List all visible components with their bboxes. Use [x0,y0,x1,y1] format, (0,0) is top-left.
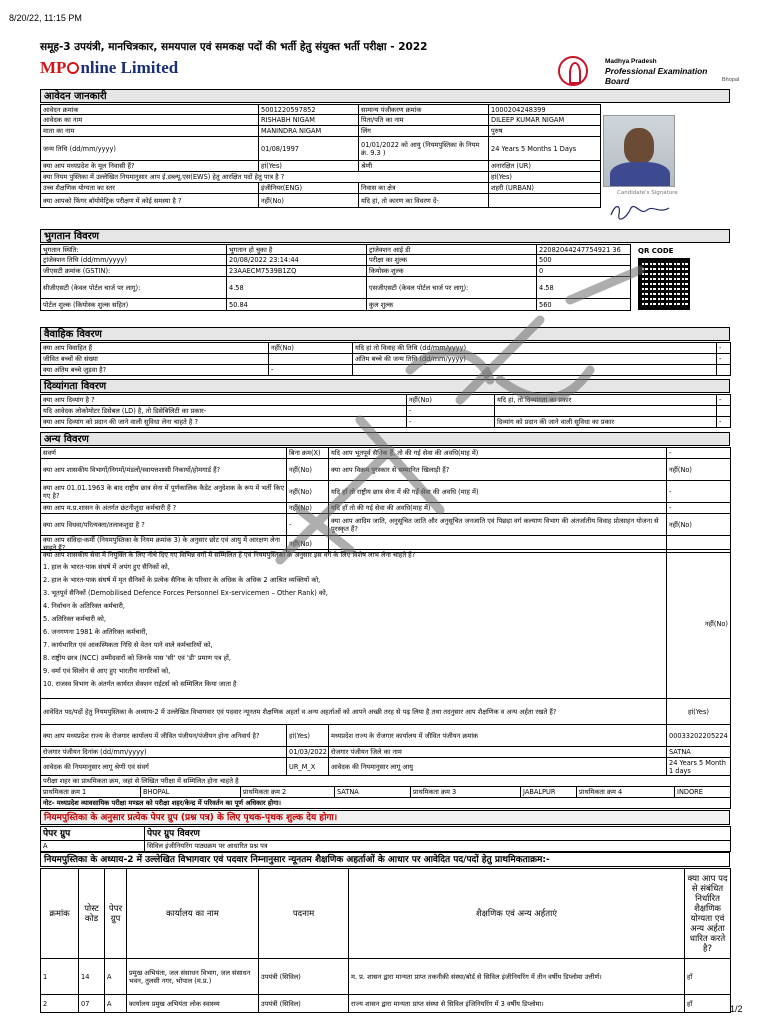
eligibility-question: आवेदित पद/पदों हेतु नियमपुस्तिका के अध्याय-2 में उल्लेखित विभागवार एवं पदवार न्यूनतम शैक्षणिक अहर्ता व अन्य अहर्ताओं को आपने अच्छी तरह से पढ़ लिया है तथा तदनुसार आप शैक्षणिक व अन्य अर्हता रखते हैं? [41,699,667,725]
table-cell [489,194,601,208]
table-cell: श्रेणी [359,161,489,172]
application-row [41,105,601,115]
table-cell: - [287,514,329,536]
table-cell: 1000204248399 [489,105,601,115]
paper-header-group: पेपर ग्रुप [41,827,145,841]
marital-row [41,354,731,365]
table-cell: क्या आप विधवा/परित्यक्ता/तलाकशुदा है ? [41,514,287,536]
logo-rest: nline Limited [80,58,179,77]
table-cell: क्या आप 01.01.1963 के बाद राष्ट्रीय छात्र सेना में पूर्णकालिक कैडेट अनुदेशक के रूप में भर्ती किए गए है? [41,481,287,503]
table-cell: हाँ [685,959,731,995]
table-cell: सीजीएसटी (केवल पोर्टल चार्ज पर लागू): [41,277,227,299]
paper-group-value: A [41,841,145,852]
table-cell: अनारक्षित (UR) [489,161,601,172]
table-cell: - [667,481,731,503]
city-cell: प्राथमिकता क्रम 3 [411,787,521,798]
priority-row [41,959,731,995]
table-cell: नहीं(No) [259,194,359,208]
table-cell: रोजगार पंजीयन जिले का नाम [329,747,667,758]
table-cell: 24 Years 5 Months 1 Days [489,137,601,161]
priority-header-row [41,869,731,959]
table-cell: सवर्ण [41,448,287,459]
table-cell: नहीं(No) [407,395,495,406]
exservice-item: 10. राजस्व विभाग के अंतर्गत कार्यरत सेक्शन राईटर्स को सम्मिलित किया जाता है [43,680,237,688]
city-cell: प्राथमिकता क्रम 2 [241,787,335,798]
table-cell: 4.58 [227,277,367,299]
table-cell: अंतिम बच्चे की जन्म तिथि (dd/mm/yyyy) [353,354,717,365]
city-title: परीक्षा शहर का प्राथमिकता क्रम, जहां से लिखित परीक्षा में सम्मिलित होना चाहते है [41,776,731,787]
application-table [40,104,601,208]
table-cell: 1 [41,959,79,995]
mponline-logo [40,58,178,78]
payment-row [41,299,631,311]
exservice-item: 7. कार्यभारित एवं आकस्मिकता निधि से वेतन पाने वाले कर्मचारियों को, [43,641,213,649]
application-row [41,126,601,137]
table-cell: DILEEP KUMAR NIGAM [489,115,601,126]
other-row [41,503,731,514]
table-cell: क्या आप दिव्यांग को प्रदान की जाने वाली सुविधा लेना चाहते है ? [41,417,407,428]
table-cell: यदि आवेदक लोकोमोटर डिसेबल (LD) है, तो डिसेबिलिटी का प्रकार- [41,406,407,417]
table-cell: - [407,417,495,428]
priority-header: पेपर ग्रुप [105,869,127,959]
city-cell: SATNA [335,787,411,798]
table-cell: यदि हाँ तो की गई सेवा की अवधि(माह में) [329,503,667,514]
city-note: नोट- मध्यप्रदेश व्यावसायिक परीक्षा मण्डल को परीक्षा शहर/केन्द्र में परिवर्तन का पूर्ण अधिकार होगा। [41,798,731,809]
other-table [40,447,731,553]
table-cell: सामान्य पंजीकरण क्रमांक [359,105,489,115]
paper-group-table [40,826,731,852]
table-cell: जीएसटी क्रमांक (GSTIN): [41,266,227,277]
table-cell: - [717,417,731,428]
exservice-item: 8. राष्ट्रीय छात्र (NCC) उम्मीदवारों को जिनके पास 'सी' एवं 'डी' प्रमाण पत्र हों, [43,654,231,662]
table-cell: यदि आप भूतपूर्व सैनिक हैं, तो की गई सेवा की अवधि(माह में) [329,448,667,459]
exservice-item: 4. निर्वाचन के अतिरिक्त कर्मचारी, [43,602,125,610]
table-cell: पोर्टल शुल्क (कियोस्क शुल्क सहित) [41,299,227,311]
table-cell: क्या आप दिव्यांग है ? [41,395,407,406]
application-row [41,172,601,183]
application-row [41,161,601,172]
priority-table [40,868,731,1013]
table-cell: क्या आप मध्यप्रदेश राज्य के रोजगार कार्यालय में जीवित पंजीयन/पंजीयन होना अनिवार्य है? [41,725,287,747]
print-timestamp: 8/20/22, 11:15 PM [9,13,82,23]
table-cell: RISHABH NIGAM [259,115,359,126]
paper-notice: नियमपुस्तिका के अनुसार प्रत्येक पेपर ग्रुप (प्रश्न पत्र) के लिए पृथक-पृथक शुल्क देय होगा। [40,810,730,825]
table-cell: जीवित बच्चों की संख्या [41,354,269,365]
table-cell: क्या आप विक्रम पुरस्कार से सम्मानित खिलाड़ी हैं? [329,459,667,481]
table-cell: 22082044247754921 36 [537,245,631,255]
priority-header: क्रमांक [41,869,79,959]
table-cell: UR_M_X [287,758,329,776]
candidate-signature-icon [607,200,673,222]
table-cell: - [269,365,353,376]
table-cell: क्या आप विवाहित हैं [41,343,269,354]
table-cell: - [667,448,731,459]
table-cell: प्रमुख अभियंता, जल संसाधन विभाग, जल संसाधन भवन, तुलसी नगर, भोपाल (म.प्र.) [127,959,259,995]
table-cell: यदि हां, तो दिव्यांगता का प्रकार [495,395,717,406]
table-cell: 24 Years 5 Month 1 days [667,758,731,776]
table-cell: नहीं(No) [287,481,329,503]
priority-row [41,995,731,1013]
candidate-photo [603,115,675,187]
other-row [41,448,731,459]
table-cell: लिंग [359,126,489,137]
table-cell: क्या आप म.प्र.शासन के अंतर्गत छंटनीशुदा कर्मचारी हैं ? [41,503,287,514]
marital-row [41,343,731,354]
table-cell: यदि हाँ तो राष्ट्रीय छात्र सेना में की गई सेवा की अवधि (माह में) [329,481,667,503]
table-cell: इंजीनियर(ENG) [259,183,359,194]
table-cell: 2 [41,995,79,1013]
table-cell: MANINDRA NIGAM [259,126,359,137]
table-cell: कुल शुल्क [367,299,537,311]
exservice-item: 1. हाल के भारत-पाक संघर्ष में अपंग हुए सैनिकों को, [43,563,170,571]
city-cell: JABALPUR [521,787,577,798]
table-cell: पुरुष [489,126,601,137]
section-payment: भुगतान विवरण [40,229,730,243]
table-cell [717,406,731,417]
table-cell: - [407,406,495,417]
table-cell: आवेदन क्रमांक [41,105,259,115]
table-cell: - [717,395,731,406]
table-cell: क्या आप संविदा-कर्मी (नियमपुस्तिका के नियम क्रमांक 3) के अनुसार छोट एवं आयु में आरक्षण लेना चाहते हैं? [41,536,287,553]
table-cell: A [105,995,127,1013]
table-cell: 20/08/2022 23:14:44 [227,255,367,266]
table-cell: पिता/पति का नाम [359,115,489,126]
signature-caption: Candidate's Signature [617,190,678,196]
city-cell: INDORE [675,787,731,798]
table-cell: मध्यप्रदेश राज्य के रोजगार कार्यालय में जीवित पंजीयन क्रमांक [329,725,667,747]
table-cell: क्या आप मध्यप्रदेश के मूल निवासी हैं? [41,161,259,172]
other-row [41,459,731,481]
section-application: आवेदन जानकारी [40,89,730,103]
table-cell: बिना क्रम(X) [287,448,329,459]
table-cell [269,354,353,365]
paper-desc-value: सिविल इंजीनियरिंग पाठ्यक्रम पर आधारित प्रश्न पत्र [145,841,731,852]
table-cell: नहीं(No) [667,514,731,536]
priority-title: नियमपुस्तिका के अध्याय-2 में उल्लेखित विभागवार एवं पदवार निम्नानुसार न्यूनतम शैक्षणिक अहर्ताओं के आधार पर आवेदित पद/पदों हेतु प्राथमिकताक्रम:- [40,852,730,867]
table-cell: भुगतान स्थिति: [41,245,227,255]
priority-header: पदनाम [259,869,349,959]
table-cell: - [667,503,731,514]
peb-emblem-icon [558,56,588,86]
logo-mp: MP [40,58,67,77]
application-row [41,194,601,208]
table-cell: ट्रांजेक्शन तिथि (dd/mm/yyyy) [41,255,227,266]
table-cell: 0 [537,266,631,277]
payment-table [40,244,631,311]
exservice-question: क्या आप शासकीय सेवा में नियुक्ति के लिए नीचे दिए गए विभिन्न वर्गों में सम्मिलित हैं एवं नियमपुस्तिका के अनुसार इस वर्ग के लिए विशेष लाभ लेना चाहते हैं? [43,551,416,559]
exam-title: समूह-3 उपयंत्री, मानचित्रकार, समयपाल एवं समकक्ष पदों की भर्ती हेतु संयुक्त भर्ती परीक्षा - 2022 [40,41,428,53]
table-cell: आवेदक का नाम [41,115,259,126]
table-cell: उपयंत्री (सिविल) [259,995,349,1013]
exservice-table [40,549,731,699]
application-row [41,137,601,161]
table-cell: नहीं(No) [287,459,329,481]
table-cell: SATNA [667,747,731,758]
table-cell: यदि हां तो विवाह की तिथि (dd/mm/yyyy) [353,343,717,354]
employment-row [41,725,731,747]
table-cell: रोजगार पंजीयन दिनांक (dd/mm/yyyy) [41,747,287,758]
eligibility-answer: हां(Yes) [667,699,731,725]
table-cell: 07 [79,995,105,1013]
table-cell: 500 [537,255,631,266]
priority-header: शैक्षणिक एवं अन्य अर्हताएं [349,869,685,959]
table-cell: क्या नियम पुस्तिका में उल्लेखित नियमानुसार आप ई.डब्ल्यू.एस(EWS) हेतु आरक्षित पदों हेतु पात्र है ? [41,172,489,183]
table-cell: हाँ [685,995,731,1013]
table-cell: 4.58 [537,277,631,299]
table-cell: 5001220597852 [259,105,359,115]
table-cell: नहीं(No) [287,503,329,514]
qr-code-icon [638,258,690,310]
peb-line1: Madhya Pradesh [605,58,657,65]
paper-header-desc: पेपर ग्रुप विवरण [145,827,731,841]
table-cell: कियोस्क शुल्क [367,266,537,277]
payment-row [41,255,631,266]
table-cell: राज्य शासन द्वारा मान्यता प्राप्त संस्था से सिविल इंजिनियरिंग में 3 वर्षीय डिप्लोमा। [349,995,685,1013]
exservice-question-cell [41,550,667,699]
disability-table [40,394,731,428]
table-cell: क्या अंतिम बच्चे जुड़वा है? [41,365,269,376]
peb-logo [558,56,740,86]
employment-table [40,724,731,776]
table-cell: 50.84 [227,299,367,311]
employment-row [41,747,731,758]
peb-line3: Bhopal [722,77,740,83]
disability-row [41,395,731,406]
peb-line2: Professional Examination Board [605,66,708,86]
marital-row [41,365,731,376]
qr-label: QR CODE [638,247,674,255]
exservice-answer: नहीं(No) [667,550,731,699]
table-cell: क्या आप आदिम जाति, अनुसूचित जाति और अनुसूचित जनजाति एवं पिछड़ा वर्ग कल्याण विभाग की अंतर्जातीय विवाह प्रोत्साहन योजना से पुरस्कृत हैं? [329,514,667,536]
table-cell: भुगतान हो चुका है [227,245,367,255]
table-cell: A [105,959,127,995]
application-row [41,115,601,126]
table-cell: 14 [79,959,105,995]
table-cell: हां(Yes) [489,172,601,183]
table-cell: माता का नाम [41,126,259,137]
table-cell: 01/01/2022 को आयु (नियमपुस्तिका के नियम क्रं. 9.3 ) [359,137,489,161]
city-table [40,775,731,809]
application-row [41,183,601,194]
table-cell: दिव्यांग को प्रदान की जाने वाली सुविधा का प्रकार [495,417,717,428]
exservice-item: 5. अतिरिक्त कर्मचारी को, [43,615,106,623]
city-cell: प्राथमिकता क्रम 4 [577,787,675,798]
table-cell: 00033202205224 [667,725,731,747]
page-number: 1/2 [730,1004,743,1014]
table-cell: निवास का क्षेत्र [359,183,489,194]
payment-row [41,277,631,299]
exservice-item: 9. वर्मा एवं सिलोन से आए हुए भारतीय नागरिकों को, [43,667,171,675]
marital-table [40,342,731,376]
table-cell: 01/08/1997 [259,137,359,161]
city-cell: प्राथमिकता क्रम 1 [41,787,141,798]
exservice-list [43,561,664,691]
table-cell: उपयंत्री (सिविल) [259,959,349,995]
table-cell: आवेदक की नियमानुसार लागू श्रेणी एवं संवर्ग [41,758,287,776]
table-cell: कार्यालय प्रमुख अभियंता लोक स्वास्थ्य [127,995,259,1013]
other-row [41,514,731,536]
other-row [41,481,731,503]
table-cell [353,365,717,376]
payment-row [41,245,631,255]
section-marital: वैवाहिक विवरण [40,327,730,341]
exservice-item: 2. हाल के भारत-पाक संघर्ष में मृत सैनिकों के प्रत्येक सैनिक के परिवार के अधिक के अधिक 2 आश्रित व्यक्तियों को, [43,576,321,584]
table-cell: उच्च शैक्षणिक योग्यता का स्तर [41,183,259,194]
table-cell: नहीं(No) [269,343,353,354]
table-cell: आवेदक की नियमानुसार लागू आयु [329,758,667,776]
table-cell: क्या आपको फिंगर बॉयोमेट्रिक परीक्षण में कोई समस्या है ? [41,194,259,208]
table-cell: ट्रांजेक्शन आई डी [367,245,537,255]
table-cell: 23AAECM7539B1ZQ [227,266,367,277]
table-cell [495,406,717,417]
table-cell: क्या आप शासकीय विभागों/निगमों/मंडलों/स्वायत्तशासी निकायों/होमगार्ड हैं? [41,459,287,481]
employment-row [41,758,731,776]
logo-ring-icon [67,62,79,74]
table-cell: यदि हां, तो कारण का विवरण दें- [359,194,489,208]
table-cell [717,365,731,376]
section-other: अन्य विवरण [40,432,730,446]
disability-row [41,417,731,428]
priority-header: पोस्ट कोड [79,869,105,959]
disability-row [41,406,731,417]
table-cell: जन्म तिथि (dd/mm/yyyy) [41,137,259,161]
priority-header: क्या आप पद से संबंधित निर्धारित शैक्षणिक योग्यता एवं अन्य अर्हता धारित करते है? [685,869,731,959]
table-cell: एसजीएसटी (केवल पोर्टल चार्ज पर लागू): [367,277,537,299]
table-cell: - [717,354,731,365]
exservice-item: 3. भूतपूर्व सैनिकों (Demobilised Defence Forces Personnel Ex-servicemen – Other Rank) को, [43,589,328,597]
table-cell: म. प्र. शासन द्वारा मान्यता प्राप्त तकनीकी संस्था/बोर्ड से सिविल इंजीनियरिंग में तीन वर्षीय डिप्लोमा उत्तीर्ण। [349,959,685,995]
eligibility-table [40,698,731,725]
table-cell: हां(Yes) [259,161,359,172]
section-disability: दिव्यांगता विवरण [40,379,730,393]
table-cell: परीक्षा का शुल्क [367,255,537,266]
table-cell: 01/03/2022 [287,747,329,758]
table-cell: हां(Yes) [287,725,329,747]
table-cell: शहरी (URBAN) [489,183,601,194]
exservice-item: 6. जनगणना 1981 के अतिरिक्त कर्मचारी, [43,628,148,636]
table-cell: 560 [537,299,631,311]
table-cell: नहीं(No) [287,536,329,553]
city-cell: BHOPAL [141,787,241,798]
table-cell: - [717,343,731,354]
payment-row [41,266,631,277]
table-cell: नहीं(No) [667,459,731,481]
priority-header: कार्यालय का नाम [127,869,259,959]
